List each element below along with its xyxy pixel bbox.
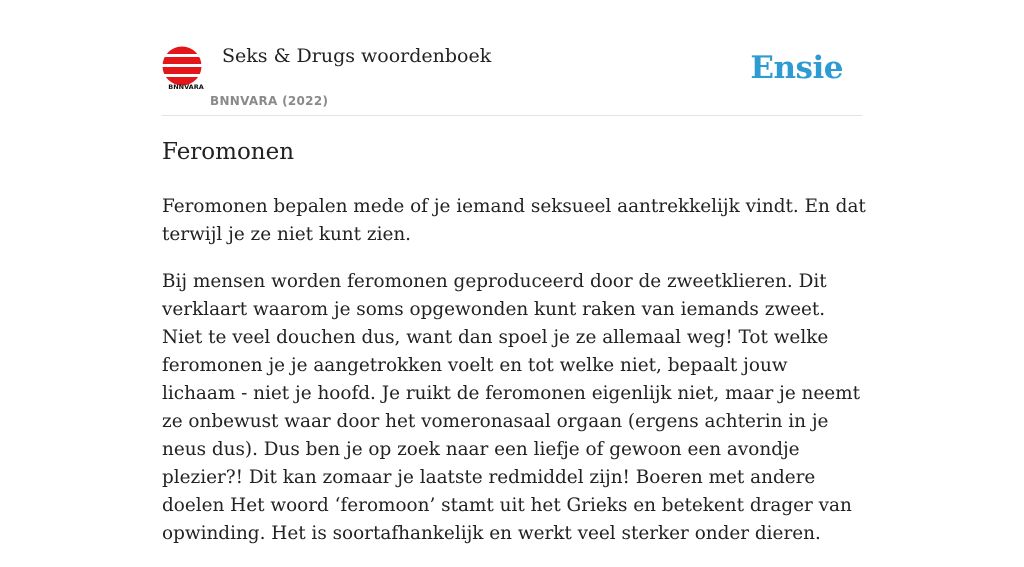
logo-wordmark: BNNVARA bbox=[168, 83, 204, 91]
definition-paragraph: Bij mensen worden feromonen geproduceerd door de zweetklieren. Dit verklaart waarom je soms opgewonden kunt raken van iemands zweet. Niet te veel douchen dus, want dan spoel je ze allemaal weg! Tot welke feromonen je je aangetrokken voelt en tot welke niet, bepaalt jouw lichaam - niet je hoofd. Je ruikt de feromonen eigenlijk niet, maar je neemt ze onbewust waar door het vomeronasaal orgaan (ergens achterin in je neus dus). Dus ben je op zoek naar een liefje of gewoon een avondje plezier?! Dit kan zomaar je laatste redmiddel zijn! Boeren met andere doelen Het woord ‘feromoon’ stamt uit het Grieks en betekent drager van opwinding. Het is soortafhankelijk en werkt veel sterker onder dieren. bbox=[162, 271, 860, 544]
definition-paragraph: Feromonen bepalen mede of je iemand seksueel aantrekkelijk vindt. En dat terwijl je ze niet kunt zien. bbox=[162, 196, 866, 245]
source-meta: BNNVARA (2022) bbox=[210, 94, 329, 108]
source-header bbox=[162, 0, 862, 116]
entry-definition bbox=[162, 193, 866, 567]
bnnvara-logo[interactable] bbox=[162, 46, 202, 90]
source-title[interactable]: Seks & Drugs woordenboek bbox=[222, 45, 492, 67]
ensie-brand-link[interactable]: Ensie bbox=[750, 50, 843, 86]
bnnvara-logo-icon bbox=[162, 46, 202, 90]
entry-term: Feromonen bbox=[162, 139, 295, 165]
